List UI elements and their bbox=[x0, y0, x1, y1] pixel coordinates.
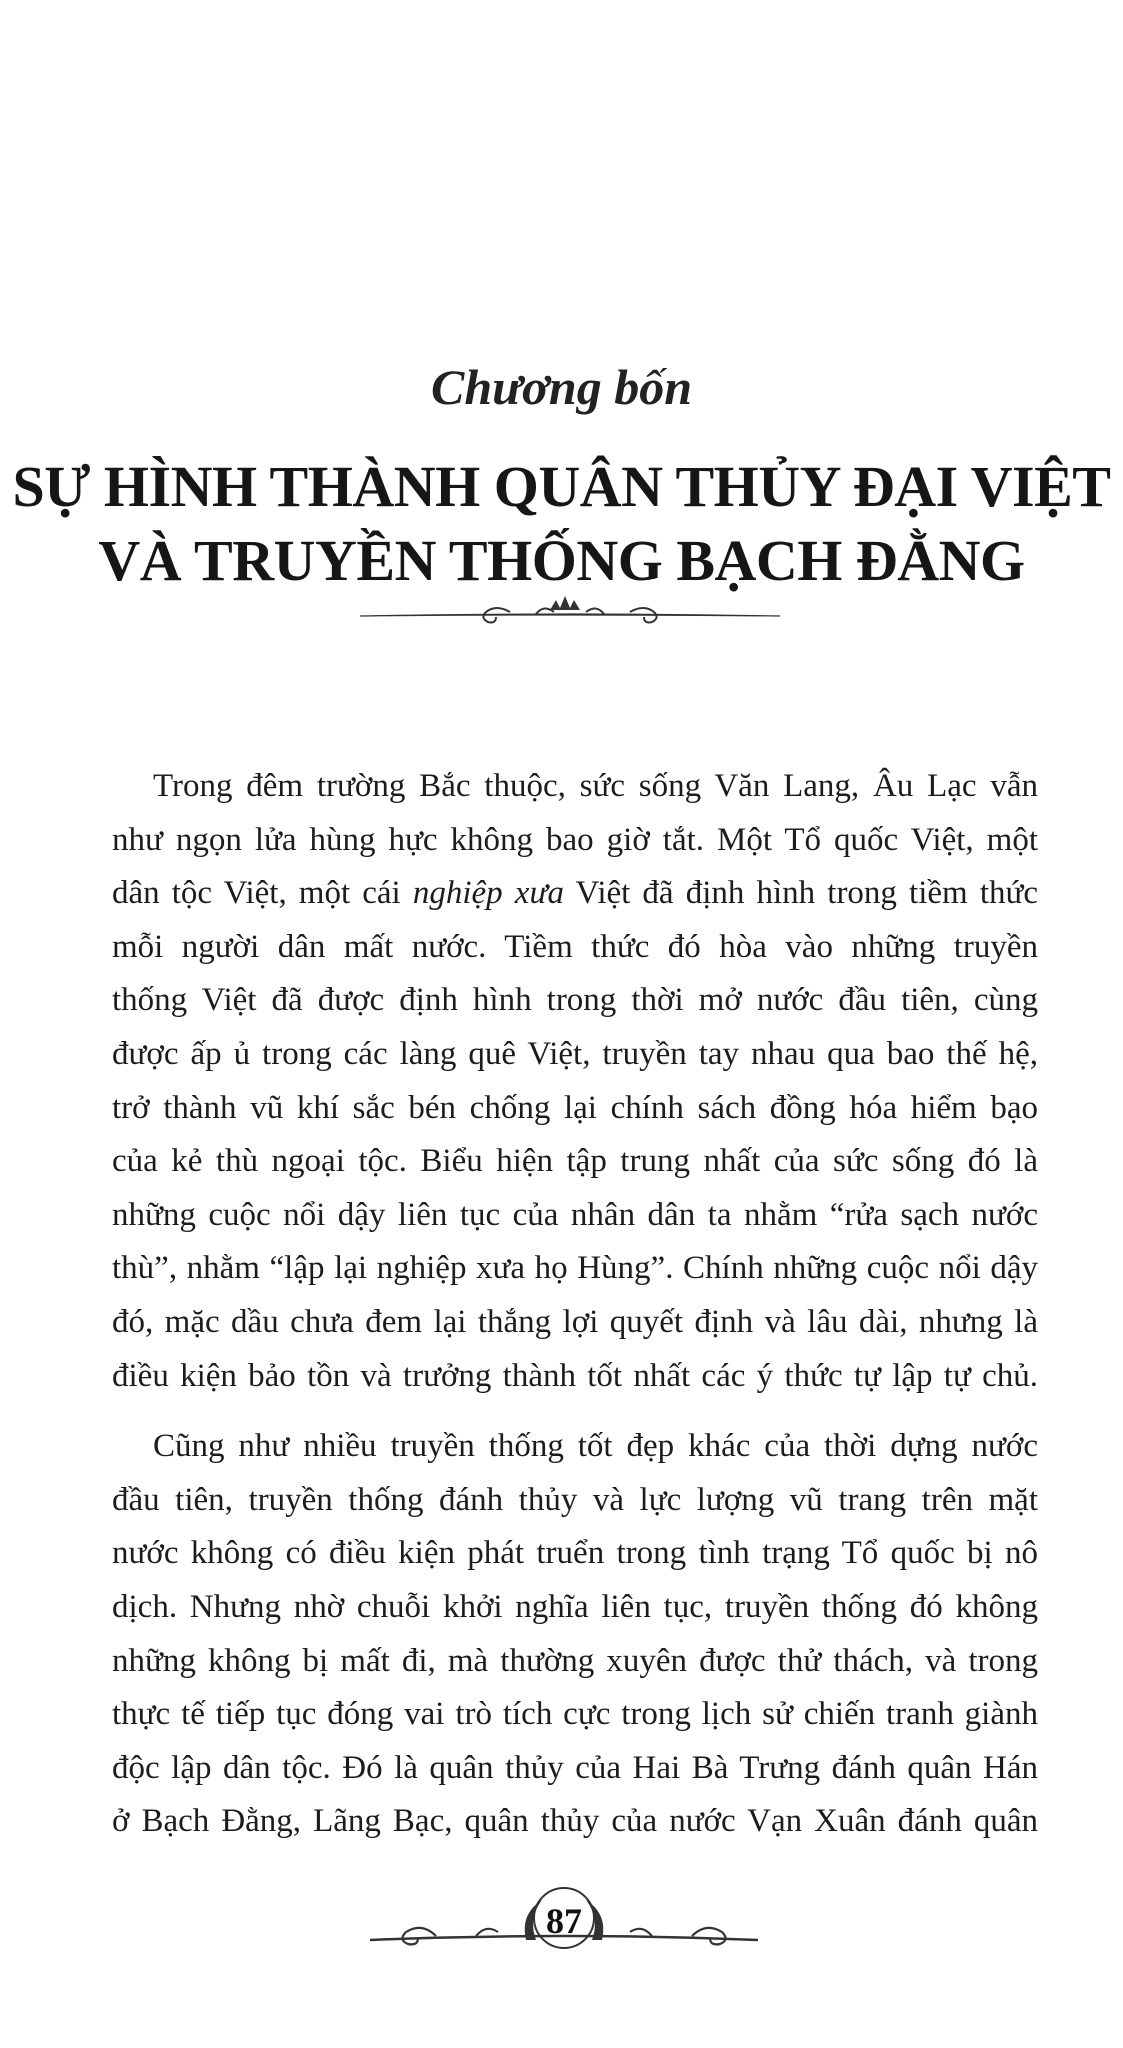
paragraph-2-line: dịch. Nhưng nhờ chuỗi khởi nghĩa liên tục, truyền thống đó không bbox=[112, 1588, 1038, 1625]
page-footer bbox=[366, 1880, 762, 1960]
paragraph-1-line: đó, mặc dầu chưa đem lại thắng lợi quyết định và lâu dài, nhưng là bbox=[112, 1303, 1038, 1340]
body-text bbox=[112, 760, 1038, 1849]
paragraph-2-line: ở Bạch Đằng, Lãng Bạc, quân thủy của nước Vạn Xuân đánh quân bbox=[112, 1803, 1038, 1840]
paragraph-1-line bbox=[112, 867, 1038, 921]
paragraph-1-line: điều kiện bảo tồn và trưởng thành tốt nhất các ý thức tự lập tự chủ. bbox=[112, 1357, 1038, 1394]
paragraph-2-line: nước không có điều kiện phát truển trong tình trạng Tổ quốc bị nô bbox=[112, 1535, 1038, 1572]
paragraph-1-line: của kẻ thù ngoại tộc. Biểu hiện tập trung nhất của sức sống đó là bbox=[112, 1143, 1038, 1180]
text-run: Việt đã định hình trong tiềm thức bbox=[563, 875, 1038, 912]
paragraph-1-line: Trong đêm trường Bắc thuộc, sức sống Văn Lang, Âu Lạc vẫn bbox=[153, 768, 1038, 804]
paragraph-1-line: như ngọn lửa hùng hực không bao giờ tắt. Một Tổ quốc Việt, một bbox=[112, 821, 1038, 858]
paragraph-1-line: mỗi người dân mất nước. Tiềm thức đó hòa vào những truyền bbox=[112, 928, 1038, 965]
paragraph-gap bbox=[112, 1403, 1038, 1420]
paragraph-1-line: những cuộc nổi dậy liên tục của nhân dân ta nhằm “rửa sạch nước bbox=[112, 1196, 1038, 1233]
paragraph-2-line: những không bị mất đi, mà thường xuyên được thử thách, và trong bbox=[112, 1642, 1038, 1679]
paragraph-1-line: thù”, nhằm “lập lại nghiệp xưa họ Hùng”. Chính những cuộc nổi dậy bbox=[112, 1250, 1038, 1287]
paragraph-1-line: được ấp ủ trong các làng quê Việt, truyền tay nhau qua bao thế hệ, bbox=[112, 1035, 1038, 1072]
paragraph-1-line: trở thành vũ khí sắc bén chống lại chính sách đồng hóa hiểm bạo bbox=[112, 1089, 1038, 1126]
italic-term: nghiệp xưa bbox=[412, 875, 564, 912]
chapter-title bbox=[0, 450, 1123, 598]
paragraph-2-line: thực tế tiếp tục đóng vai trò tích cực trong lịch sử chiến tranh giành bbox=[112, 1696, 1038, 1733]
chapter-title-line-1: SỰ HÌNH THÀNH QUÂN THỦY ĐẠI VIỆT bbox=[12, 454, 1111, 519]
paragraph-2-line: độc lập dân tộc. Đó là quân thủy của Hai Bà Trưng đánh quân Hán bbox=[112, 1749, 1038, 1786]
paragraph-2-line: Cũng như nhiều truyền thống tốt đẹp khác của thời dựng nước bbox=[153, 1428, 1038, 1465]
title-divider-ornament-icon bbox=[360, 594, 780, 634]
chapter-title-line-2: VÀ TRUYỀN THỐNG BẠCH ĐẰNG bbox=[98, 528, 1025, 593]
chapter-label: Chương bốn bbox=[430, 359, 693, 415]
paragraph-1-line: thống Việt đã được định hình trong thời mở nước đầu tiên, cùng bbox=[112, 982, 1038, 1019]
page-number: 87 bbox=[546, 1901, 582, 1941]
paragraph-2-line: đầu tiên, truyền thống đánh thủy và lực lượng vũ trang trên mặt bbox=[112, 1481, 1038, 1518]
text-run: dân tộc Việt, một cái bbox=[112, 875, 413, 912]
